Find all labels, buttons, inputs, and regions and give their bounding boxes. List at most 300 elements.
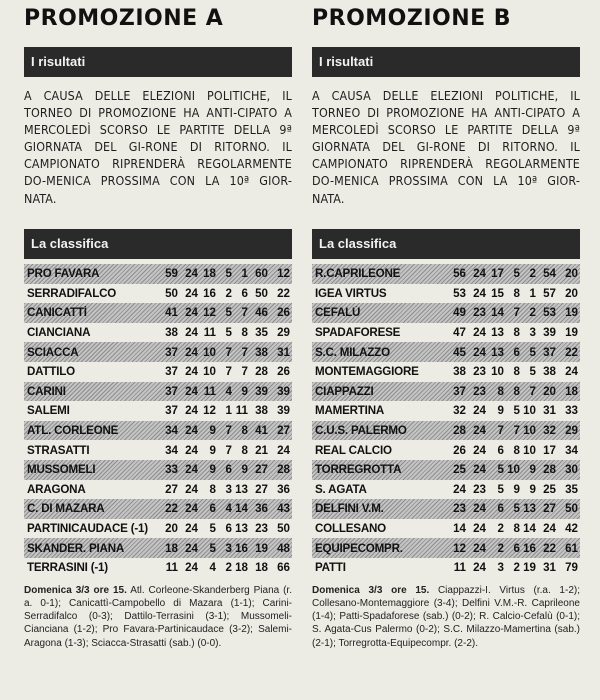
stat-cell: 12 [203,404,216,418]
stat-cell: 4 [225,384,232,398]
stat-cell: 22 [277,286,290,300]
table-row [24,342,292,362]
stat-cell: 5 [225,267,232,281]
stat-cell: 8 [513,384,520,398]
stat-cell: 19 [565,326,578,340]
stat-cell: 50 [565,502,578,516]
table-row [24,284,292,304]
team-name: REAL CALCIO [315,443,392,457]
stat-cell: 24 [473,522,486,536]
stat-cell: 10 [507,463,520,477]
stat-cell: 41 [255,424,268,438]
stat-cell: 24 [473,463,486,477]
stat-cell: 34 [565,443,578,457]
stat-cell: 11 [453,561,466,575]
stat-cell: 10 [523,404,536,418]
stat-cell: 28 [543,463,556,477]
team-name: DATTILO [27,365,75,379]
stat-cell: 37 [165,345,178,359]
standings-table [312,264,580,578]
table-row [312,499,580,519]
stat-cell: 24 [277,443,290,457]
stat-cell: 24 [185,267,198,281]
team-name: ARAGONA [27,482,86,496]
stat-cell: 47 [453,326,466,340]
stat-cell: 24 [185,541,198,555]
stat-cell: 38 [255,404,268,418]
stat-cell: 20 [165,522,178,536]
stat-cell: 2 [497,522,504,536]
stat-cell: 37 [165,404,178,418]
stat-cell: 8 [513,286,520,300]
stat-cell: 7 [225,345,232,359]
stat-cell: 24 [453,482,466,496]
stat-cell: 5 [513,404,520,418]
stat-cell: 24 [185,365,198,379]
team-name: C.U.S. PALERMO [315,424,407,438]
stat-cell: 7 [225,424,232,438]
stat-cell: 31 [277,345,290,359]
stat-cell: 10 [203,345,216,359]
stat-cell: 9 [497,404,504,418]
stat-cell: 35 [255,326,268,340]
stat-cell: 48 [277,541,290,555]
stat-cell: 11 [203,326,216,340]
stat-cell: 1 [529,286,536,300]
stat-cell: 23 [473,306,486,320]
stat-cell: 5 [225,326,232,340]
stat-cell: 8 [241,424,248,438]
stat-cell: 61 [565,541,578,555]
stat-cell: 37 [543,345,556,359]
stat-cell: 24 [473,345,486,359]
team-name: C. DI MAZARA [27,502,105,516]
section-title: PROMOZIONE A [24,6,224,31]
next-fixtures [312,584,580,650]
table-row [312,264,580,284]
stat-cell: 5 [497,482,504,496]
team-name: SERRADIFALCO [27,286,117,300]
table-row [24,499,292,519]
team-name: SCIACCA [27,345,79,359]
stat-cell: 5 [209,522,216,536]
stat-cell: 9 [241,384,248,398]
stat-cell: 14 [523,522,536,536]
team-name: SALEMI [27,404,70,418]
stat-cell: 24 [185,522,198,536]
stat-cell: 17 [543,443,556,457]
standings-table [24,264,292,578]
team-name: PARTINICAUDACE (-1) [27,522,148,536]
stat-cell: 5 [513,502,520,516]
stat-cell: 35 [565,482,578,496]
stat-cell: 25 [453,463,466,477]
stat-cell: 57 [543,286,556,300]
stat-cell: 5 [225,306,232,320]
stat-cell: 46 [255,306,268,320]
team-name: COLLESANO [315,522,386,536]
fixtures-list: Ciappazzi-I. Virtus (r.a. 1-2); Collesano-Montemaggiore (3-4); Delfini V.M.-R. Caprileone (1-4); Patti-Spadaforese (sab.) (0-2); R. Calcio-Cefalù (0-1); S. Agata-Cus Palermo (0-2); S.C. Milazzo-Mamertina (sab.) (2-1); Torregrotta-Equipecompr. (2-2). [312,584,580,649]
stat-cell: 24 [185,463,198,477]
table-row [24,480,292,500]
stat-cell: 24 [185,345,198,359]
stat-cell: 8 [513,443,520,457]
stat-cell: 18 [165,541,178,555]
stat-cell: 60 [255,267,268,281]
stat-cell: 24 [473,424,486,438]
stat-cell: 28 [453,424,466,438]
table-row [312,284,580,304]
table-row [312,460,580,480]
stat-cell: 27 [255,482,268,496]
stat-cell: 14 [453,522,466,536]
stat-cell: 5 [529,345,536,359]
team-name: S. AGATA [315,482,367,496]
stat-cell: 24 [185,561,198,575]
table-row [312,303,580,323]
stat-cell: 3 [497,561,504,575]
stat-cell: 43 [277,502,290,516]
stat-cell: 5 [513,267,520,281]
stat-cell: 8 [513,326,520,340]
stat-cell: 50 [277,522,290,536]
table-row [312,421,580,441]
stat-cell: 36 [255,502,268,516]
stat-cell: 24 [185,482,198,496]
team-name: R.CAPRILEONE [315,267,401,281]
stat-cell: 31 [543,404,556,418]
stat-cell: 31 [543,561,556,575]
stat-cell: 32 [543,424,556,438]
results-notice: A CAUSA DELLE ELEZIONI POLITICHE, IL TORNEO DI PROMOZIONE HA ANTI-CIPATO A MERCOLEDÌ SCORSO LE PARTITE DELLA 9ª GIORNATA DEL GI-RONE DI RITORNO. IL CAMPIONATO RIPRENDERÀ REGOLARMENTE DO-MENICA PROSSIMA CON LA 10ª GIOR-NATA. [312,88,580,206]
stat-cell: 13 [523,502,536,516]
stat-cell: 20 [565,286,578,300]
stat-cell: 6 [513,345,520,359]
table-row [24,538,292,558]
stat-cell: 12 [453,541,466,555]
standings-header: La classifica [312,229,580,259]
stat-cell: 42 [565,522,578,536]
team-name: STRASATTI [27,443,90,457]
team-name: CIAPPAZZI [315,384,374,398]
team-name: ATL. CORLEONE [27,424,119,438]
team-name: DELFINI V.M. [315,502,384,516]
stat-cell: 7 [513,424,520,438]
stat-cell: 59 [165,267,178,281]
stat-cell: 6 [225,463,232,477]
stat-cell: 38 [543,365,556,379]
promozione-b-column [312,0,580,650]
fixtures-list: Atl. Corleone-Skanderberg Piana (r. a. 0-1); Canicattì-Campobello di Mazara (1-1); Carini-Serradifalco (0-3); Dattilo-Terrasini (3-1); Mussomeli-Cianciana (1-2); Pro Favara-Partinicaudace (3-2); Salemi-Aragona (1-3); Sciacca-Strasatti (sab.) (0-0). [24,584,292,649]
stat-cell: 24 [185,502,198,516]
stat-cell: 3 [225,541,232,555]
stat-cell: 27 [543,502,556,516]
stat-cell: 50 [255,286,268,300]
stat-cell: 13 [491,326,504,340]
stat-cell: 23 [473,482,486,496]
stat-cell: 66 [277,561,290,575]
team-name: PRO FAVARA [27,267,100,281]
table-row [312,519,580,539]
stat-cell: 6 [225,522,232,536]
stat-cell: 26 [277,365,290,379]
stat-cell: 18 [255,561,268,575]
stat-cell: 2 [529,267,536,281]
stat-cell: 14 [491,306,504,320]
stat-cell: 1 [241,267,248,281]
stat-cell: 24 [473,443,486,457]
stat-cell: 49 [453,306,466,320]
team-name: SPADAFORESE [315,326,401,340]
stat-cell: 18 [203,267,216,281]
stat-cell: 24 [185,443,198,457]
table-row [24,382,292,402]
stat-cell: 19 [523,561,536,575]
stat-cell: 18 [565,384,578,398]
stat-cell: 19 [565,306,578,320]
stat-cell: 27 [255,463,268,477]
stat-cell: 24 [185,286,198,300]
stat-cell: 24 [473,541,486,555]
stat-cell: 38 [453,365,466,379]
stat-cell: 9 [513,482,520,496]
stat-cell: 37 [165,365,178,379]
stat-cell: 34 [165,443,178,457]
stat-cell: 20 [543,384,556,398]
stat-cell: 8 [241,326,248,340]
stat-cell: 9 [209,443,216,457]
stat-cell: 27 [165,482,178,496]
stat-cell: 26 [277,306,290,320]
results-notice: A CAUSA DELLE ELEZIONI POLITICHE, IL TORNEO DI PROMOZIONE HA ANTI-CIPATO A MERCOLEDÌ SCORSO LE PARTITE DELLA 9ª GIORNATA DEL GI-RONE DI RITORNO. IL CAMPIONATO RIPRENDERÀ REGOLARMENTE DO-MENICA PROSSIMA CON LA 10ª GIOR-NATA. [24,88,292,206]
stat-cell: 5 [497,463,504,477]
stat-cell: 2 [225,286,232,300]
stat-cell: 9 [241,463,248,477]
table-row [24,519,292,539]
table-row [24,558,292,578]
team-name: SKANDER. PIANA [27,541,125,555]
stat-cell: 2 [513,561,520,575]
table-row [312,538,580,558]
table-row [24,440,292,460]
stat-cell: 38 [165,326,178,340]
stat-cell: 29 [565,424,578,438]
stat-cell: 22 [165,502,178,516]
stat-cell: 14 [235,502,248,516]
stat-cell: 5 [529,365,536,379]
stat-cell: 6 [241,286,248,300]
team-name: PATTI [315,561,346,575]
stat-cell: 24 [185,326,198,340]
stat-cell: 21 [255,443,268,457]
team-name: EQUIPECOMPR. [315,541,403,555]
stat-cell: 24 [473,326,486,340]
table-row [312,558,580,578]
stat-cell: 41 [165,306,178,320]
stat-cell: 15 [491,286,504,300]
stat-cell: 2 [225,561,232,575]
table-row [24,362,292,382]
stat-cell: 18 [235,561,248,575]
section-title: PROMOZIONE B [312,6,512,31]
stat-cell: 3 [529,326,536,340]
stat-cell: 11 [203,384,216,398]
team-name: TERRASINI (-1) [27,561,108,575]
stat-cell: 24 [543,522,556,536]
stat-cell: 56 [453,267,466,281]
stat-cell: 24 [185,306,198,320]
table-row [312,401,580,421]
next-fixtures [24,584,292,650]
stat-cell: 24 [473,561,486,575]
stat-cell: 12 [277,267,290,281]
stat-cell: 24 [185,424,198,438]
table-row [312,382,580,402]
stat-cell: 25 [543,482,556,496]
stat-cell: 23 [453,502,466,516]
stat-cell: 26 [453,443,466,457]
stat-cell: 39 [277,384,290,398]
stat-cell: 39 [543,326,556,340]
stat-cell: 1 [225,404,232,418]
standings-header: La classifica [24,229,292,259]
stat-cell: 53 [453,286,466,300]
stat-cell: 23 [473,365,486,379]
team-name: IGEA VIRTUS [315,286,387,300]
stat-cell: 16 [235,541,248,555]
stat-cell: 24 [185,384,198,398]
stat-cell: 28 [255,365,268,379]
stat-cell: 2 [529,306,536,320]
stat-cell: 24 [473,286,486,300]
stat-cell: 6 [209,502,216,516]
team-name: CEFALÙ [315,306,361,320]
stat-cell: 8 [513,522,520,536]
stat-cell: 34 [165,424,178,438]
results-header: I risultati [24,47,292,77]
stat-cell: 16 [203,286,216,300]
stat-cell: 22 [565,345,578,359]
stat-cell: 12 [203,306,216,320]
stat-cell: 9 [209,424,216,438]
stat-cell: 39 [277,404,290,418]
stat-cell: 24 [565,365,578,379]
stat-cell: 7 [241,306,248,320]
stat-cell: 8 [209,482,216,496]
stat-cell: 7 [513,306,520,320]
stat-cell: 13 [235,522,248,536]
stat-cell: 39 [255,384,268,398]
team-name: CIANCIANA [27,326,91,340]
stat-cell: 27 [277,424,290,438]
stat-cell: 23 [473,384,486,398]
stat-cell: 2 [497,541,504,555]
stat-cell: 20 [565,267,578,281]
stat-cell: 7 [241,345,248,359]
results-header: I risultati [312,47,580,77]
stat-cell: 5 [209,541,216,555]
table-row [312,323,580,343]
stat-cell: 54 [543,267,556,281]
stat-cell: 9 [209,463,216,477]
stat-cell: 50 [165,286,178,300]
stat-cell: 22 [543,541,556,555]
promozione-a-column [24,0,292,650]
stat-cell: 9 [529,463,536,477]
stat-cell: 24 [185,404,198,418]
stat-cell: 8 [241,443,248,457]
stat-cell: 3 [225,482,232,496]
stat-cell: 30 [565,463,578,477]
stat-cell: 6 [497,443,504,457]
stat-cell: 24 [473,404,486,418]
stat-cell: 7 [241,365,248,379]
stat-cell: 16 [523,541,536,555]
table-row [312,440,580,460]
table-row [312,480,580,500]
stat-cell: 24 [473,502,486,516]
stat-cell: 6 [497,502,504,516]
table-row [24,303,292,323]
stat-cell: 32 [453,404,466,418]
stat-cell: 10 [523,443,536,457]
stat-cell: 10 [203,365,216,379]
stat-cell: 8 [513,365,520,379]
team-name: CANICATTÌ [27,306,87,320]
stat-cell: 33 [565,404,578,418]
stat-cell: 4 [209,561,216,575]
stat-cell: 17 [491,267,504,281]
team-name: MUSSOMELI [27,463,96,477]
stat-cell: 24 [473,267,486,281]
table-row [312,362,580,382]
team-name: CARINI [27,384,66,398]
fixtures-date: Domenica 3/3 ore 15. [312,584,430,596]
stat-cell: 8 [497,384,504,398]
stat-cell: 38 [255,345,268,359]
stat-cell: 13 [491,345,504,359]
stat-cell: 79 [565,561,578,575]
stat-cell: 6 [513,541,520,555]
team-name: S.C. MILAZZO [315,345,390,359]
team-name: MAMERTINA [315,404,385,418]
stat-cell: 7 [529,384,536,398]
table-row [24,421,292,441]
stat-cell: 37 [453,384,466,398]
stat-cell: 4 [225,502,232,516]
stat-cell: 37 [165,384,178,398]
team-name: TORREGROTTA [315,463,402,477]
stat-cell: 9 [529,482,536,496]
stat-cell: 45 [453,345,466,359]
fixtures-date: Domenica 3/3 ore 15. [24,584,127,596]
table-row [312,342,580,362]
stat-cell: 33 [165,463,178,477]
stat-cell: 11 [235,404,248,418]
stat-cell: 29 [277,326,290,340]
team-name: MONTEMAGGIORE [315,365,419,379]
stat-cell: 53 [543,306,556,320]
stat-cell: 7 [225,365,232,379]
stat-cell: 7 [497,424,504,438]
stat-cell: 19 [255,541,268,555]
stat-cell: 10 [523,424,536,438]
stat-cell: 28 [277,463,290,477]
stat-cell: 23 [255,522,268,536]
table-row [24,323,292,343]
stat-cell: 36 [277,482,290,496]
table-row [24,264,292,284]
